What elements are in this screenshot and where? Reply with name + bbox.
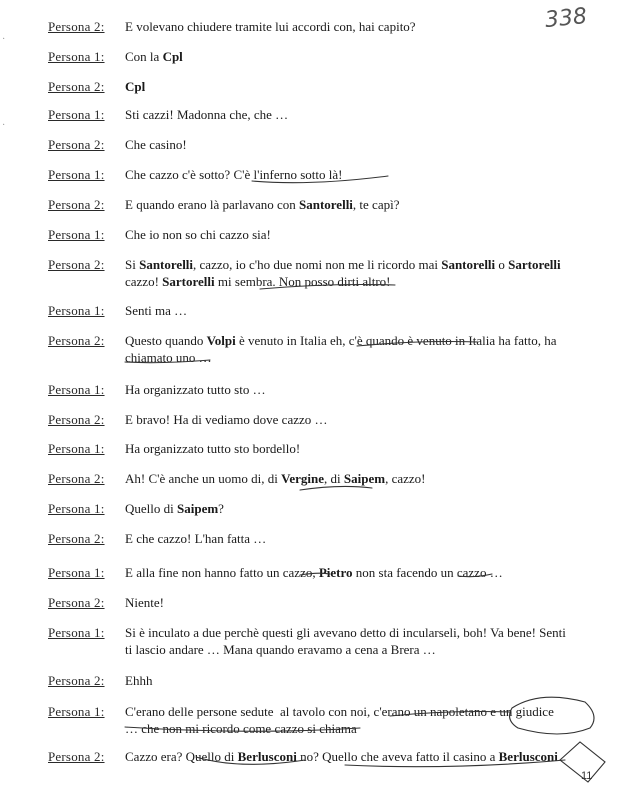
- speaker-label: Persona 2:: [48, 471, 105, 486]
- utterance-text: Cazzo era? Quello di Berlusconi no? Quello che aveva fatto il casino a Berlusconi: [125, 749, 558, 764]
- utterance-text: Ehhh: [125, 673, 153, 688]
- speaker-label: Persona 1:: [48, 501, 105, 516]
- speaker-label: Persona 1:: [48, 704, 105, 719]
- utterance-text: E alla fine non hanno fatto un cazzo, Pietro non sta facendo un cazzo …: [125, 565, 503, 580]
- speaker-label: Persona 1:: [48, 382, 105, 397]
- speaker-label: Persona 1:: [48, 227, 105, 242]
- utterance-text: Cpl: [125, 79, 146, 94]
- speaker-label: Persona 2:: [48, 531, 105, 546]
- speaker-label: Persona 1:: [48, 167, 105, 182]
- speaker-label: Persona 2:: [48, 673, 105, 688]
- page-number: 11: [581, 770, 593, 782]
- utterance-text: Questo quando Volpi è venuto in Italia eh, c'è quando è venuto in Italia ha fatto, ha chiamato uno …: [125, 333, 557, 365]
- utterance-text: E che cazzo! L'han fatta …: [125, 531, 267, 546]
- speaker-label: Persona 2:: [48, 595, 105, 610]
- utterance-text: Sti cazzi! Madonna che, che …: [125, 107, 289, 122]
- utterance-text: C'erano delle persone sedute al tavolo con noi, c'erano un napoletano e un giudice … che non mi ricordo come cazzo si chiama: [125, 704, 554, 736]
- speaker-label: Persona 1:: [48, 441, 105, 456]
- speaker-label: Persona 2:: [48, 19, 105, 34]
- margin-mark: ·: [2, 34, 6, 45]
- utterance-text: Quello di Saipem?: [125, 501, 224, 516]
- utterance-text: Ha organizzato tutto sto bordello!: [125, 441, 301, 456]
- utterance-text: Che cazzo c'è sotto? C'è l'inferno sotto là!: [125, 167, 343, 182]
- utterance-text: E quando erano là parlavano con Santorelli, te capì?: [125, 197, 400, 212]
- utterance-text: Con la Cpl: [125, 49, 183, 64]
- utterance-text: E volevano chiudere tramite lui accordi con, hai capito?: [125, 19, 416, 34]
- utterance-text: Ha organizzato tutto sto …: [125, 382, 266, 397]
- speaker-label: Persona 2:: [48, 257, 105, 272]
- speaker-label: Persona 1:: [48, 625, 105, 640]
- speaker-label: Persona 2:: [48, 333, 105, 348]
- speaker-label: Persona 2:: [48, 197, 105, 212]
- utterance-text: Si Santorelli, cazzo, io c'ho due nomi non me li ricordo mai Santorelli o Sartorelli cazzo! Sartorelli mi sembra. Non posso dirti altro!: [125, 257, 561, 289]
- utterance-text: Ah! C'è anche un uomo di, di Vergine, di Saipem, cazzo!: [125, 471, 426, 486]
- margin-mark: ·: [2, 120, 6, 131]
- speaker-label: Persona 1:: [48, 107, 105, 122]
- speaker-label: Persona 2:: [48, 137, 105, 152]
- utterance-text: Si è inculato a due perchè questi gli avevano detto di incularseli, boh! Va bene! Senti ti lascio andare … Mana quando eravamo a cena a Brera …: [125, 625, 566, 657]
- speaker-label: Persona 2:: [48, 79, 105, 94]
- speaker-label: Persona 1:: [48, 49, 105, 64]
- utterance-text: Che io non so chi cazzo sia!: [125, 227, 271, 242]
- speaker-label: Persona 2:: [48, 749, 105, 764]
- speaker-label: Persona 1:: [48, 565, 105, 580]
- speaker-label: Persona 1:: [48, 303, 105, 318]
- utterance-text: Che casino!: [125, 137, 187, 152]
- handwritten-page-annotation: 338: [543, 3, 589, 34]
- speaker-label: Persona 2:: [48, 412, 105, 427]
- utterance-text: Niente!: [125, 595, 164, 610]
- utterance-text: Senti ma …: [125, 303, 188, 318]
- utterance-text: E bravo! Ha di vediamo dove cazzo …: [125, 412, 328, 427]
